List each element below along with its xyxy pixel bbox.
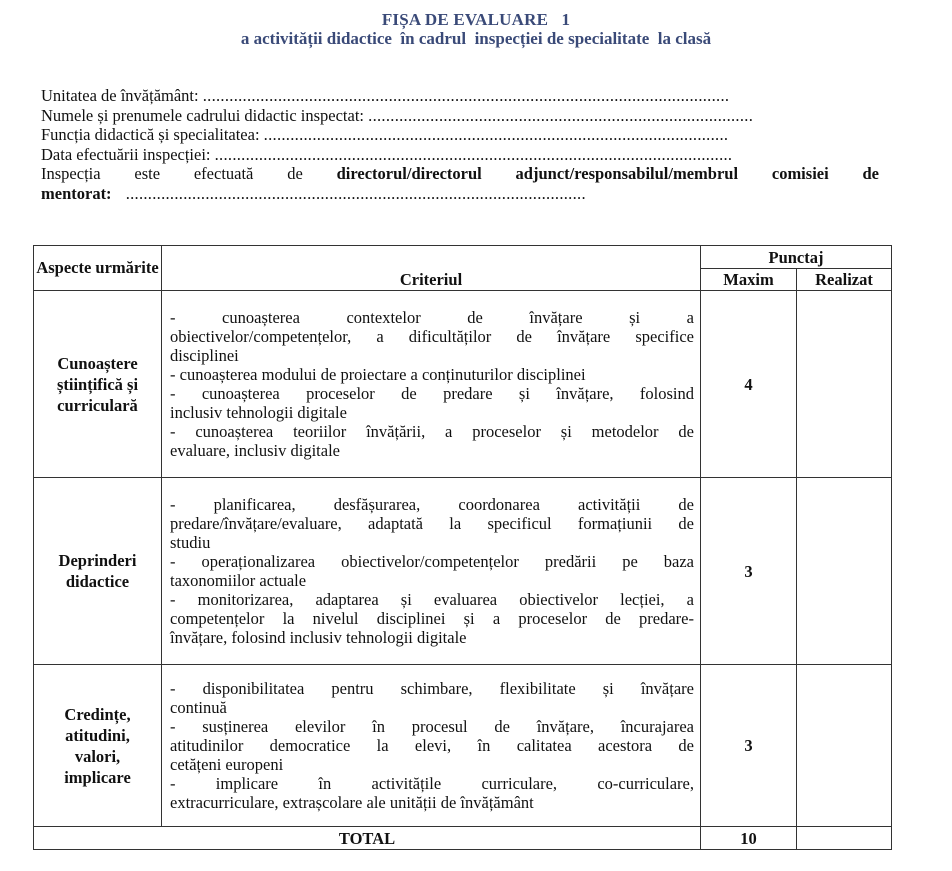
- criteria-line: inclusiv tehnologii digitale: [170, 403, 347, 422]
- criteria-line: studiu: [170, 533, 211, 552]
- inspector-roles: directorul/directorul adjunct/responsabilul/membrul comisiei de: [336, 164, 879, 183]
- criteria-line: învățare, folosind inclusiv tehnologii digitale: [170, 628, 467, 647]
- document-title: FIȘA DE EVALUARE 1: [381, 10, 571, 29]
- criteria-line: predare/învățare/evaluare, adaptată la specificul formațiunii de: [170, 514, 694, 533]
- criteria-line: - cunoașterea teoriilor învățării, a proceselor și metodelor de: [170, 422, 694, 441]
- achieved-score-cell[interactable]: [797, 291, 892, 478]
- date-row: [41, 145, 879, 165]
- max-score-cell: 4: [701, 291, 797, 478]
- date-field[interactable]: .....................................................................................................................: [214, 144, 733, 164]
- criteria-line: - cunoașterea contextelor de învățare și a: [170, 308, 694, 327]
- criteria-cell: [162, 291, 701, 478]
- mentor-label: mentorat:: [41, 183, 112, 203]
- max-score-cell: 3: [701, 478, 797, 665]
- inspector-prefix: Inspecția este efectuată de: [41, 164, 303, 183]
- header-aspect: Aspecte urmărite: [34, 246, 162, 291]
- criteria-line: atitudinilor democratice la elevi, în calitatea acestora de: [170, 736, 694, 755]
- criteria-line: extracurriculare, extrașcolare ale unității de învățământ: [170, 793, 534, 812]
- document-subtitle: a activității didactice în cadrul inspecției de specialitate la clasă: [240, 29, 712, 48]
- max-score-cell: 3: [701, 665, 797, 827]
- name-row: [41, 106, 879, 126]
- criteria-line: evaluare, inclusiv digitale: [170, 441, 340, 460]
- function-row: [41, 125, 879, 145]
- criteria-line: continuă: [170, 698, 227, 717]
- aspect-cell: Cunoaștere științifică și curriculară: [34, 291, 162, 478]
- unit-label: Unitatea de învățământ:: [41, 86, 199, 105]
- table-row: [34, 291, 892, 478]
- aspect-cell: Credințe, atitudini, valori, implicare: [34, 665, 162, 827]
- mentor-field[interactable]: ........................................................................................................: [125, 183, 586, 203]
- total-label: TOTAL: [34, 827, 701, 850]
- criteria-line: - planificarea, desfășurarea, coordonarea activității de: [170, 495, 694, 514]
- date-label: Data efectuării inspecției:: [41, 144, 211, 164]
- criteria-line: - implicare în activitățile curriculare, co-curriculare,: [170, 774, 694, 793]
- mentor-row: [41, 184, 879, 204]
- criteria-line: obiectivelor/competențelor, a dificultăților de învățare specifice: [170, 327, 694, 346]
- criteria-line: - susținerea elevilor în procesul de învățare, încurajarea: [170, 717, 694, 736]
- name-label: Numele și prenumele cadrului didactic inspectat:: [41, 105, 365, 125]
- criteria-line: - operaționalizarea obiectivelor/competențelor predării pe baza: [170, 552, 694, 571]
- name-field[interactable]: .......................................................................................: [368, 105, 754, 125]
- total-achieved-cell[interactable]: [797, 827, 892, 850]
- criteria-line: - cunoașterea modului de proiectare a conținuturilor disciplinei: [170, 365, 586, 384]
- achieved-score-cell[interactable]: [797, 478, 892, 665]
- criteria-line: - monitorizarea, adaptarea și evaluarea obiectivelor lecției, a: [170, 590, 694, 609]
- evaluation-table: [33, 245, 892, 850]
- criteria-line: cetățeni europeni: [170, 755, 284, 774]
- criteria-cell: [162, 665, 701, 827]
- inspection-info: [41, 86, 879, 203]
- function-label: Funcția didactică și specialitatea:: [41, 125, 260, 144]
- aspect-cell: Deprinderi didactice: [34, 478, 162, 665]
- criteria-line: taxonomiilor actuale: [170, 571, 307, 590]
- criteria-line: - disponibilitatea pentru schimbare, flexibilitate și învățare: [170, 679, 694, 698]
- total-row: [34, 827, 892, 850]
- unit-field[interactable]: .......................................................................................................................: [202, 86, 730, 105]
- inspector-row: [41, 164, 879, 184]
- header-score: Punctaj: [701, 246, 892, 269]
- table-row: [34, 478, 892, 665]
- header-achieved: Realizat: [797, 269, 892, 291]
- table-row: [34, 665, 892, 827]
- criteria-cell: [162, 478, 701, 665]
- criteria-line: disciplinei: [170, 346, 239, 365]
- achieved-score-cell[interactable]: [797, 665, 892, 827]
- total-max-cell: 10: [701, 827, 797, 850]
- function-field[interactable]: .........................................................................................................: [263, 125, 729, 144]
- criteria-line: competențelor la nivelul disciplinei și a proceselor de predare-: [170, 609, 694, 628]
- criteria-line: - cunoașterea proceselor de predare și învățare, folosind: [170, 384, 694, 403]
- document-header: [0, 10, 952, 48]
- header-max: Maxim: [701, 269, 797, 291]
- header-criteria: Criteriul: [162, 246, 701, 291]
- unit-row: [41, 86, 879, 106]
